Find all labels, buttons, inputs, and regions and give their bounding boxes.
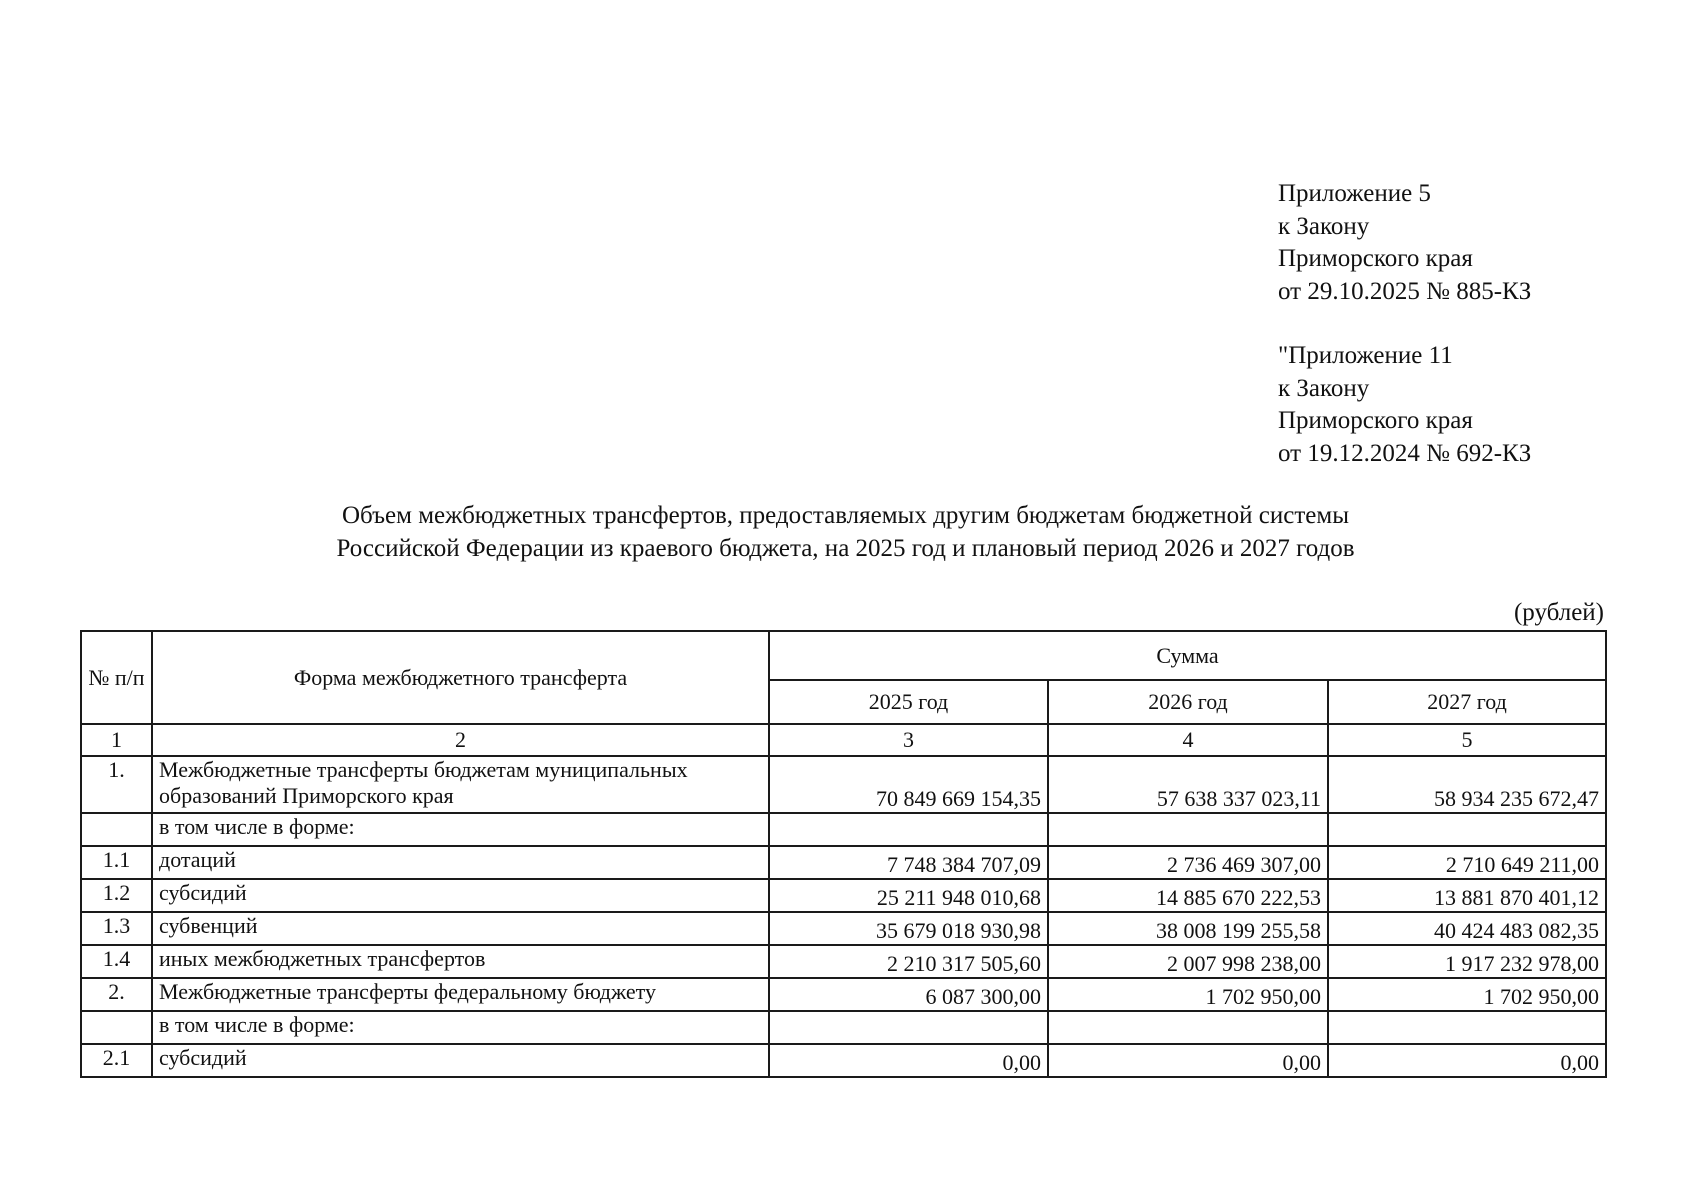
row-form: субсидий: [152, 1044, 769, 1077]
attachment-line: от 19.12.2024 № 692-КЗ: [1278, 439, 1532, 467]
row-value-2027: [1328, 813, 1606, 846]
table-row: [81, 813, 1606, 846]
table-row: [81, 756, 1606, 813]
column-number: 5: [1328, 724, 1606, 756]
table-header-row: [81, 631, 1606, 680]
document-title: [0, 499, 1691, 565]
column-number: 2: [152, 724, 769, 756]
row-value-2027: 13 881 870 401,12: [1328, 879, 1606, 912]
row-value-2025: 35 679 018 930,98: [769, 912, 1048, 945]
table-row: [81, 912, 1606, 945]
row-value-2027: 58 934 235 672,47: [1328, 756, 1606, 813]
header-sum: Сумма: [769, 631, 1606, 680]
header-year-2026: 2026 год: [1048, 680, 1328, 724]
row-value-2025: 7 748 384 707,09: [769, 846, 1048, 879]
row-value-2025: 2 210 317 505,60: [769, 945, 1048, 978]
row-value-2026: 1 702 950,00: [1048, 978, 1328, 1011]
row-number: 1.4: [81, 945, 152, 978]
row-form-line: Межбюджетные трансферты бюджетам муниципальных: [159, 757, 688, 782]
table-row: [81, 1011, 1606, 1044]
row-form: иных межбюджетных трансфертов: [152, 945, 769, 978]
row-value-2026: 14 885 670 222,53: [1048, 879, 1328, 912]
row-value-2027: [1328, 1011, 1606, 1044]
row-value-2025: [769, 1011, 1048, 1044]
attachment-line: "Приложение 11: [1278, 342, 1453, 369]
column-number: 1: [81, 724, 152, 756]
row-value-2025: 6 087 300,00: [769, 978, 1048, 1011]
row-number: [81, 813, 152, 846]
row-form-line: образований Приморского края: [159, 783, 454, 808]
row-value-2026: 2 736 469 307,00: [1048, 846, 1328, 879]
attachment-line: Приморского края: [1278, 245, 1473, 272]
row-number: 1.2: [81, 879, 152, 912]
row-value-2026: 57 638 337 023,11: [1048, 756, 1328, 813]
row-value-2026: 38 008 199 255,58: [1048, 912, 1328, 945]
row-value-2027: 1 917 232 978,00: [1328, 945, 1606, 978]
title-line-2: Российской Федерации из краевого бюджета, на 2025 год и плановый период 2026 и 2027 годов: [336, 535, 1355, 562]
table-row: [81, 846, 1606, 879]
table-row: [81, 978, 1606, 1011]
row-value-2027: 1 702 950,00: [1328, 978, 1606, 1011]
table-row: [81, 879, 1606, 912]
row-form: Межбюджетные трансферты федеральному бюджету: [152, 978, 769, 1011]
table-row: [81, 1044, 1606, 1077]
row-number: 1.3: [81, 912, 152, 945]
row-form: субсидий: [152, 879, 769, 912]
row-value-2027: 0,00: [1328, 1044, 1606, 1077]
header-number: № п/п: [81, 631, 152, 724]
header-form: Форма межбюджетного трансферта: [152, 631, 769, 724]
column-numbers-row: [81, 724, 1606, 756]
attachment-line: к Закону: [1278, 212, 1370, 240]
row-form: субвенций: [152, 912, 769, 945]
row-value-2026: [1048, 1011, 1328, 1044]
transfers-table: [80, 630, 1607, 1078]
row-value-2027: 2 710 649 211,00: [1328, 846, 1606, 879]
header-year-2027: 2027 год: [1328, 680, 1606, 724]
attachment-line: Приложение 5: [1278, 180, 1431, 207]
row-number: 1.: [81, 756, 152, 813]
attachment-line: Приморского края: [1278, 407, 1473, 434]
attachment-current-reference: [1278, 178, 1658, 308]
row-form: в том числе в форме:: [152, 813, 769, 846]
row-number: [81, 1011, 152, 1044]
row-form: дотаций: [152, 846, 769, 879]
column-number: 3: [769, 724, 1048, 756]
row-value-2025: 70 849 669 154,35: [769, 756, 1048, 813]
row-value-2026: [1048, 813, 1328, 846]
header-year-2025: 2025 год: [769, 680, 1048, 724]
row-value-2025: 0,00: [769, 1044, 1048, 1077]
row-number: 2.1: [81, 1044, 152, 1077]
table-row: [81, 945, 1606, 978]
row-number: 1.1: [81, 846, 152, 879]
row-number: 2.: [81, 978, 152, 1011]
row-form: [152, 756, 769, 813]
column-number: 4: [1048, 724, 1328, 756]
row-value-2027: 40 424 483 082,35: [1328, 912, 1606, 945]
title-line-1: Объем межбюджетных трансфертов, предоставляемых другим бюджетам бюджетной системы: [341, 502, 1350, 529]
attachment-original-reference: [1278, 340, 1658, 470]
attachment-line: от 29.10.2025 № 885-КЗ: [1278, 277, 1532, 305]
row-value-2026: 2 007 998 238,00: [1048, 945, 1328, 978]
row-form: в том числе в форме:: [152, 1011, 769, 1044]
row-value-2026: 0,00: [1048, 1044, 1328, 1077]
row-value-2025: 25 211 948 010,68: [769, 879, 1048, 912]
attachment-line: к Закону: [1278, 374, 1370, 402]
units-label: (рублей): [1513, 599, 1604, 626]
row-value-2025: [769, 813, 1048, 846]
